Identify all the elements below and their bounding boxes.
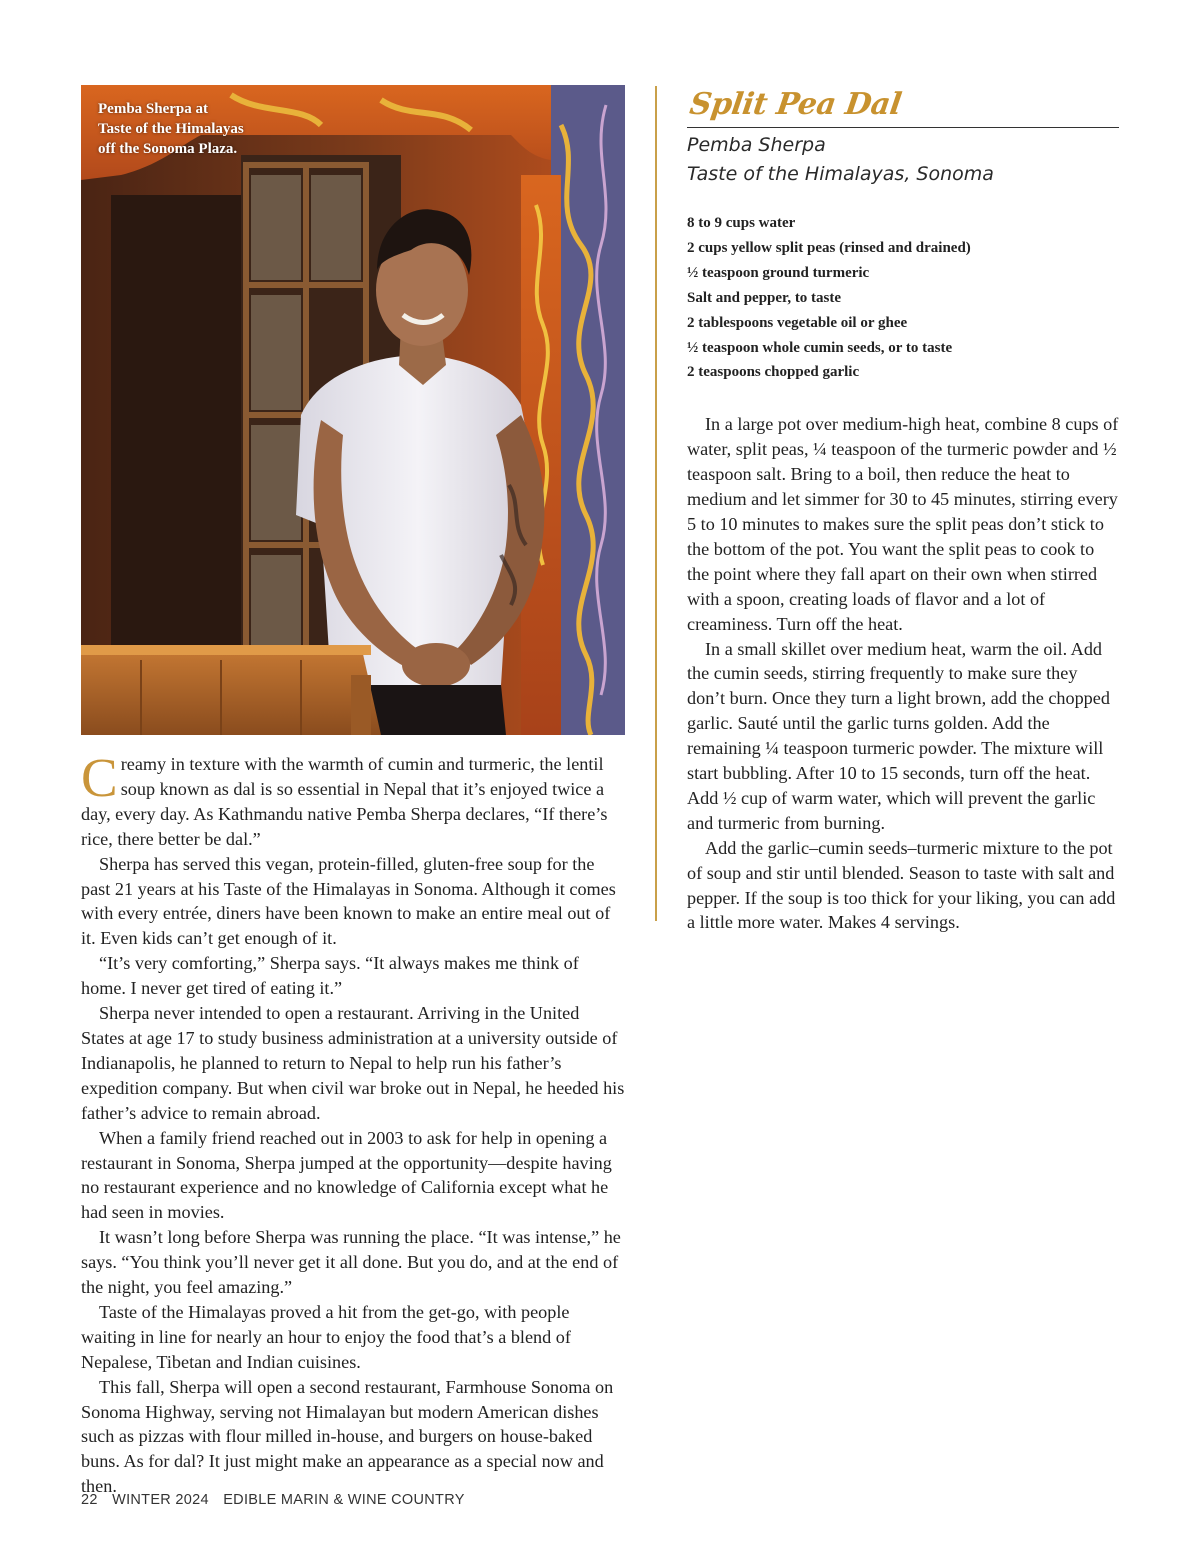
ingredient-item: Salt and pepper, to taste — [687, 289, 842, 306]
article-paragraph: Sherpa never intended to open a restaurant. Arriving in the United States at age 17 to study business administration at a university outside of Indianapolis, he planned to return to Nepal to help run his father’s expedition company. But when civil war broke out in Nepal, he heeded his father’s advice to remain abroad. — [81, 1003, 625, 1123]
ingredient-list — [687, 211, 1119, 385]
recipe-title: Split Pea Dal — [687, 87, 904, 122]
article-paragraph — [81, 747, 626, 852]
page-number: 22 — [81, 1492, 98, 1508]
direction-paragraph: Add the garlic–cumin seeds–turmeric mixture to the pot of soup and stir until blended. Season to taste with salt and pepper. If the soup is too thick for your liking, you can add a little more water. Makes 4 servings. — [687, 837, 1116, 933]
publication-name: EDIBLE MARIN & WINE COUNTRY — [223, 1492, 465, 1508]
restaurant-name: Taste of the Himalayas, Sonoma — [687, 163, 994, 185]
ingredient-item: 2 cups yellow split peas (rinsed and drained) — [687, 239, 971, 256]
article-paragraph: Sherpa has served this vegan, protein-filled, gluten-free soup for the past 21 years at his Taste of the Himalayas in Sonoma. Although it comes with every entrée, diners have been known to make an entire meal out of it. Even kids can’t get enough of it. — [81, 853, 616, 949]
paragraph-text: reamy in texture with the warmth of cumin and turmeric, the lentil soup known as dal is so essential in Nepal that it’s enjoyed twice a day, every day. As Kathmandu native Pemba Sherpa declares, “If there’s rice, there better be dal.” — [81, 754, 608, 849]
issue-label: WINTER 2024 — [112, 1492, 209, 1508]
article-paragraph: When a family friend reached out in 2003 to ask for help in opening a restaurant in Sonoma, Sherpa jumped at the opportunity—despite having no restaurant experience and no knowledge of California except what he had seen in movies. — [81, 1127, 612, 1223]
portrait-photo — [81, 85, 625, 735]
recipe-panel — [687, 84, 1119, 935]
direction-paragraph: In a small skillet over medium heat, warm the oil. Add the cumin seeds, stirring frequently to make sure they don’t burn. Once they turn a light brown, add the chopped garlic. Sauté until the garlic turns golden. Add the remaining ¼ teaspoon turmeric powder. The mixture will start bubbling. After 10 to 15 seconds, turn off the heat. Add ½ cup of warm water, which will prevent the garlic and turmeric from burning. — [687, 638, 1110, 833]
ingredient-item: ½ teaspoon whole cumin seeds, or to taste — [687, 339, 953, 356]
page-footer — [81, 1492, 475, 1508]
drop-cap: C — [81, 747, 118, 808]
recipe-author — [687, 131, 1119, 189]
photo-caption: Pemba Sherpa at Taste of the Himalayas off the Sonoma Plaza. — [98, 101, 244, 157]
recipe-directions — [687, 412, 1119, 935]
article-paragraph: This fall, Sherpa will open a second restaurant, Farmhouse Sonoma on Sonoma Highway, serving not Himalayan but modern American dishes such as pizzas with flour milled in-house, and burgers on house-baked buns. As for dal? It just might make an appearance as a special now and then. — [81, 1376, 614, 1497]
article-paragraph: It wasn’t long before Sherpa was running the place. “It was intense,” he says. “You think you’ll never get it all done. But you do, and at the end of the night, you feel amazing.” — [81, 1227, 621, 1298]
ingredient-item: 2 tablespoons vegetable oil or ghee — [687, 314, 908, 331]
article-body — [81, 747, 626, 1499]
portrait-illustration — [81, 85, 625, 735]
article-paragraph: Taste of the Himalayas proved a hit from the get-go, with people waiting in line for nearly an hour to enjoy the food that’s a blend of Nepalese, Tibetan and Indian cuisines. — [81, 1301, 571, 1372]
direction-paragraph: In a large pot over medium-high heat, combine 8 cups of water, split peas, ¼ teaspoon of the turmeric powder and ½ teaspoon salt. Bring to a boil, then reduce the heat to medium and let simmer for 30 to 45 minutes, stirring every 5 to 10 minutes to makes sure the split peas don’t stick to the bottom of the pot. You want the split peas to cook to the point where they fall apart on their own when stirred with a spoon, creating loads of flavor and a lot of creaminess. Turn off the heat. — [687, 414, 1119, 634]
ingredient-item: ½ teaspoon ground turmeric — [687, 264, 870, 281]
ingredient-item: 8 to 9 cups water — [687, 215, 796, 231]
ingredient-item: 2 teaspoons chopped garlic — [687, 364, 860, 381]
author-name: Pemba Sherpa — [687, 134, 826, 156]
article-paragraph: “It’s very comforting,” Sherpa says. “It always makes me think of home. I never get tired of eating it.” — [81, 953, 579, 999]
column-divider — [655, 86, 657, 921]
title-rule — [687, 127, 1119, 128]
